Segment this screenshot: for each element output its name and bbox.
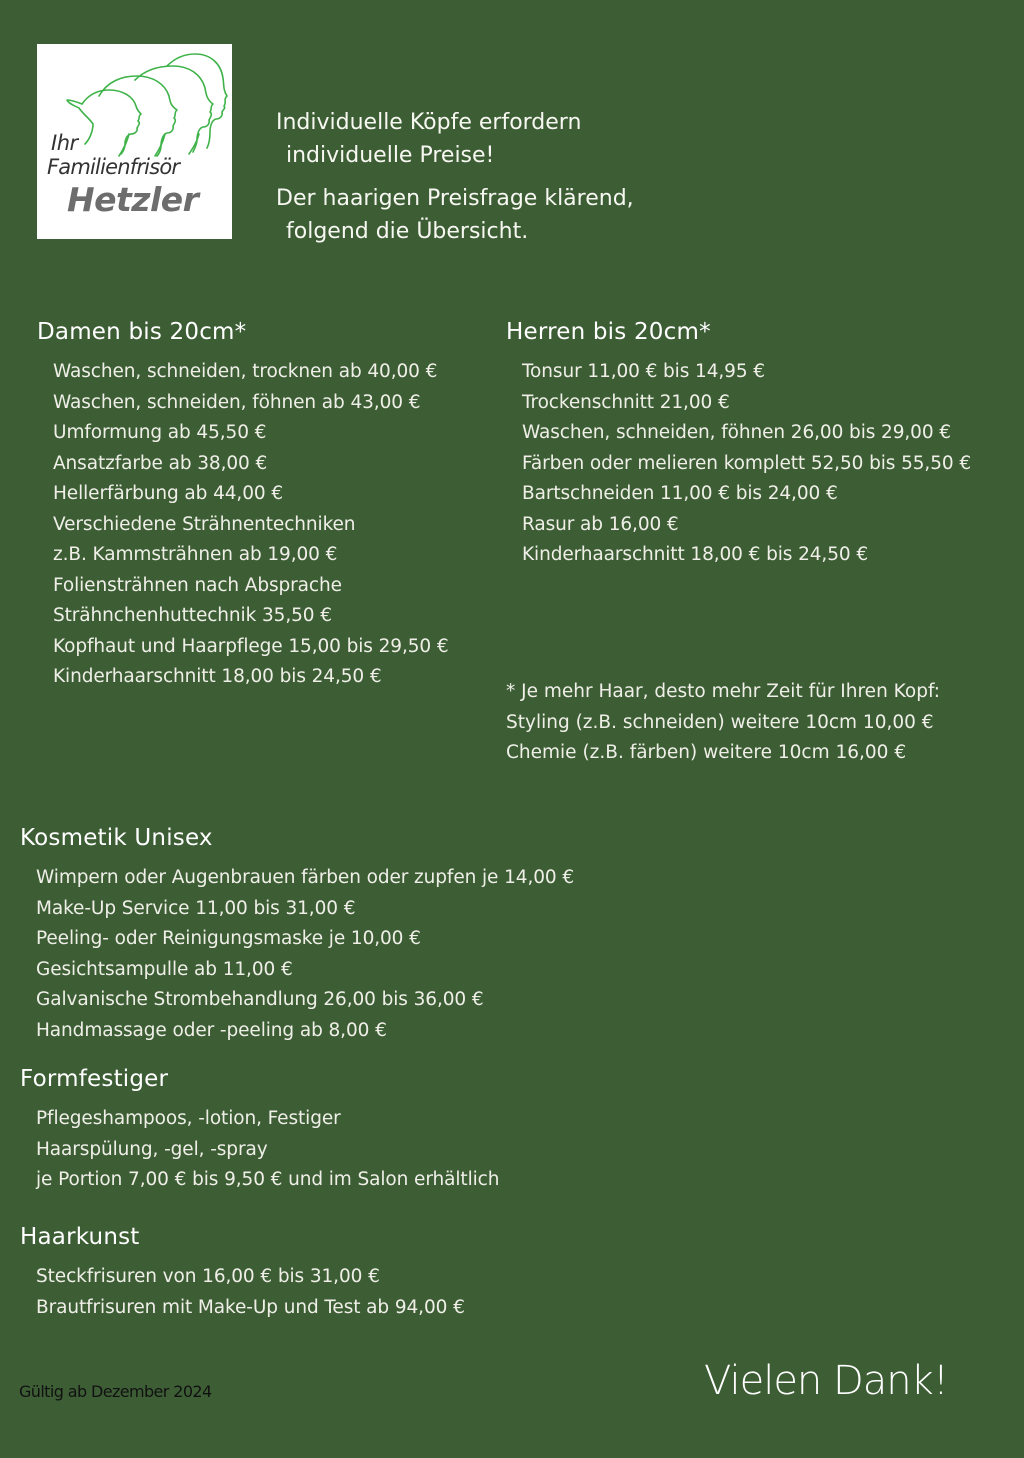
price-item: Peeling- oder Reinigungsmaske je 10,00 € <box>36 928 421 949</box>
section-kosmetik <box>20 823 574 1046</box>
price-item: Verschiedene Strähnentechniken <box>53 513 356 535</box>
price-item: Galvanische Strombehandlung 26,00 bis 36,00 € <box>36 989 484 1010</box>
price-item: Hellerfärbung ab 44,00 € <box>53 483 284 504</box>
salon-logo <box>37 44 232 239</box>
note-line-3: Chemie (z.B. färben) weitere 10cm 16,00 € <box>506 742 907 763</box>
price-item: Ansatzfarbe ab 38,00 € <box>53 452 268 474</box>
price-item: Waschen, schneiden, föhnen 26,00 bis 29,00 € <box>522 422 951 443</box>
section-herren <box>506 317 971 571</box>
section-title-damen: Damen bis 20cm* <box>37 319 247 345</box>
price-list-formfestiger <box>20 1104 499 1196</box>
valid-from-text: Gültig ab Dezember 2024 <box>19 1382 212 1401</box>
price-item: Haarspülung, -gel, -spray <box>36 1138 268 1160</box>
price-item: Tonsur 11,00 € bis 14,95 € <box>522 361 765 382</box>
price-item: Kopfhaut und Haarpflege 15,00 bis 29,50 € <box>53 635 449 657</box>
intro-line-2: individuelle Preise! <box>286 143 495 168</box>
price-item: Kinderhaarschnitt 18,00 bis 24,50 € <box>53 666 382 687</box>
section-damen <box>37 317 449 693</box>
price-item: Bartschneiden 11,00 € bis 24,00 € <box>522 483 838 504</box>
price-item: z.B. Kammsträhnen ab 19,00 € <box>53 544 338 565</box>
price-item: Waschen, schneiden, trocknen ab 40,00 € <box>53 361 438 382</box>
note-line-2: Styling (z.B. schneiden) weitere 10cm 10,00 € <box>506 711 934 733</box>
section-title-haarkunst: Haarkunst <box>20 1224 140 1250</box>
price-list-damen <box>37 357 449 693</box>
thank-you-text: Vielen Dank! <box>704 1358 948 1404</box>
logo-text-familienfrisoer: Familienfrisör <box>47 155 180 179</box>
price-item: je Portion 7,00 € bis 9,50 € und im Salon erhältlich <box>36 1169 500 1190</box>
price-item: Handmassage oder -peeling ab 8,00 € <box>36 1019 387 1041</box>
logo-text-ihr: Ihr <box>51 131 78 155</box>
price-item: Wimpern oder Augenbrauen färben oder zupfen je 14,00 € <box>36 867 575 888</box>
price-item: Färben oder melieren komplett 52,50 bis 55,50 € <box>522 452 972 474</box>
price-item: Kinderhaarschnitt 18,00 € bis 24,50 € <box>522 544 869 565</box>
price-item: Waschen, schneiden, föhnen ab 43,00 € <box>53 391 421 413</box>
price-item: Brautfrisuren mit Make-Up und Test ab 94,00 € <box>36 1296 465 1318</box>
intro-text <box>276 106 634 248</box>
price-list-haarkunst <box>20 1262 465 1323</box>
section-title-herren: Herren bis 20cm* <box>506 319 711 345</box>
section-title-formfestiger: Formfestiger <box>20 1066 169 1092</box>
intro-line-1: Individuelle Köpfe erfordern <box>276 110 582 135</box>
price-item: Foliensträhnen nach Absprache <box>53 574 342 596</box>
price-list-herren <box>506 357 971 571</box>
price-list-kosmetik <box>20 863 574 1046</box>
section-haarkunst <box>20 1222 465 1323</box>
price-item: Pflegeshampoos, -lotion, Festiger <box>36 1108 341 1129</box>
price-item: Trockenschnitt 21,00 € <box>522 391 730 413</box>
note-line-1: * Je mehr Haar, desto mehr Zeit für Ihren Kopf: <box>506 681 941 702</box>
section-formfestiger <box>20 1064 499 1196</box>
section-title-kosmetik: Kosmetik Unisex <box>20 825 213 851</box>
intro-line-4: folgend die Übersicht. <box>286 219 529 244</box>
price-item: Strähnchenhuttechnik 35,50 € <box>53 605 332 626</box>
price-item: Steckfrisuren von 16,00 € bis 31,00 € <box>36 1266 380 1287</box>
price-item: Gesichtsampulle ab 11,00 € <box>36 958 293 980</box>
price-item: Umformung ab 45,50 € <box>53 422 267 443</box>
intro-line-3: Der haarigen Preisfrage klärend, <box>276 186 634 211</box>
price-item: Rasur ab 16,00 € <box>522 513 679 535</box>
length-surcharge-note <box>506 677 940 769</box>
price-item: Make-Up Service 11,00 bis 31,00 € <box>36 897 356 919</box>
logo-text-hetzler: Hetzler <box>67 180 199 219</box>
